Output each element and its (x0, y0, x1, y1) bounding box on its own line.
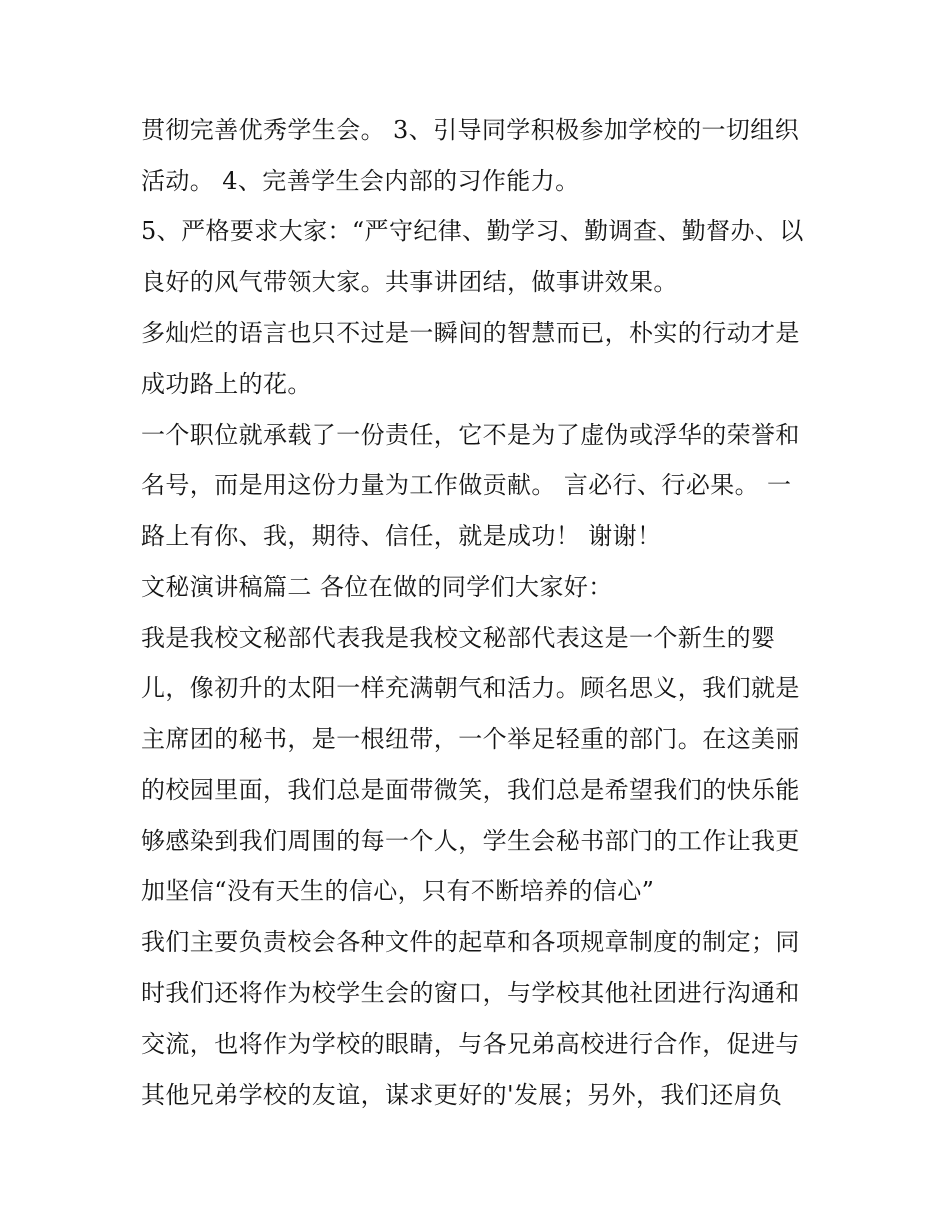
text-line: 名号，而是用这份力量为工作做贡献。 言必行、行必果。 一 (141, 471, 792, 499)
text-line: 时我们还将作为校学生会的窗口，与学校其他社团进行沟通和 (141, 979, 800, 1007)
text-line: 其他兄弟学校的友谊，谋求更好的'发展；另外，我们还肩负 (141, 1081, 783, 1109)
text-line: 路上有你、我，期待、信任，就是成功！ 谢谢！ (141, 522, 662, 550)
text-line: 交流，也将作为学校的眼睛，与各兄弟高校进行合作，促进与 (141, 1030, 800, 1058)
text-line: 加坚信“没有天生的信心，只有不断培养的信心” (141, 877, 655, 905)
text-line: 儿，像初升的太阳一样充满朝气和活力。顾名思义，我们就是 (141, 674, 800, 702)
section-heading: 文秘演讲稿篇二 各位在做的同学们大家好： (141, 573, 613, 601)
text-line: 活动。 4、完善学生会内部的习作能力。 (141, 167, 580, 195)
text-line: 多灿烂的语言也只不过是一瞬间的智慧而已，朴实的行动才是 (141, 319, 800, 347)
text-line: 主席团的秘书，是一根纽带，一个举足轻重的部门。在这美丽 (141, 725, 800, 753)
text-line: 够感染到我们周围的每一个人，学生会秘书部门的工作让我更 (141, 827, 800, 855)
text-line: 5、严格要求大家：“严守纪律、勤学习、勤调查、勤督办、以 (141, 217, 804, 245)
text-line: 贯彻完善优秀学生会。 3、引导同学积极参加学校的一切组织 (141, 116, 800, 144)
text-line: 我是我校文秘部代表我是我校文秘部代表这是一个新生的婴 (141, 624, 776, 652)
text-line: 成功路上的花。 (141, 370, 312, 398)
text-line: 的校园里面，我们总是面带微笑，我们总是希望我们的快乐能 (141, 776, 800, 804)
text-line: 良好的风气带领大家。共事讲团结，做事讲效果。 (141, 268, 678, 296)
text-line: 一个职位就承载了一份责任，它不是为了虚伪或浮华的荣誉和 (141, 421, 800, 449)
text-line: 我们主要负责校会各种文件的起草和各项规章制度的制定；同 (141, 928, 800, 956)
